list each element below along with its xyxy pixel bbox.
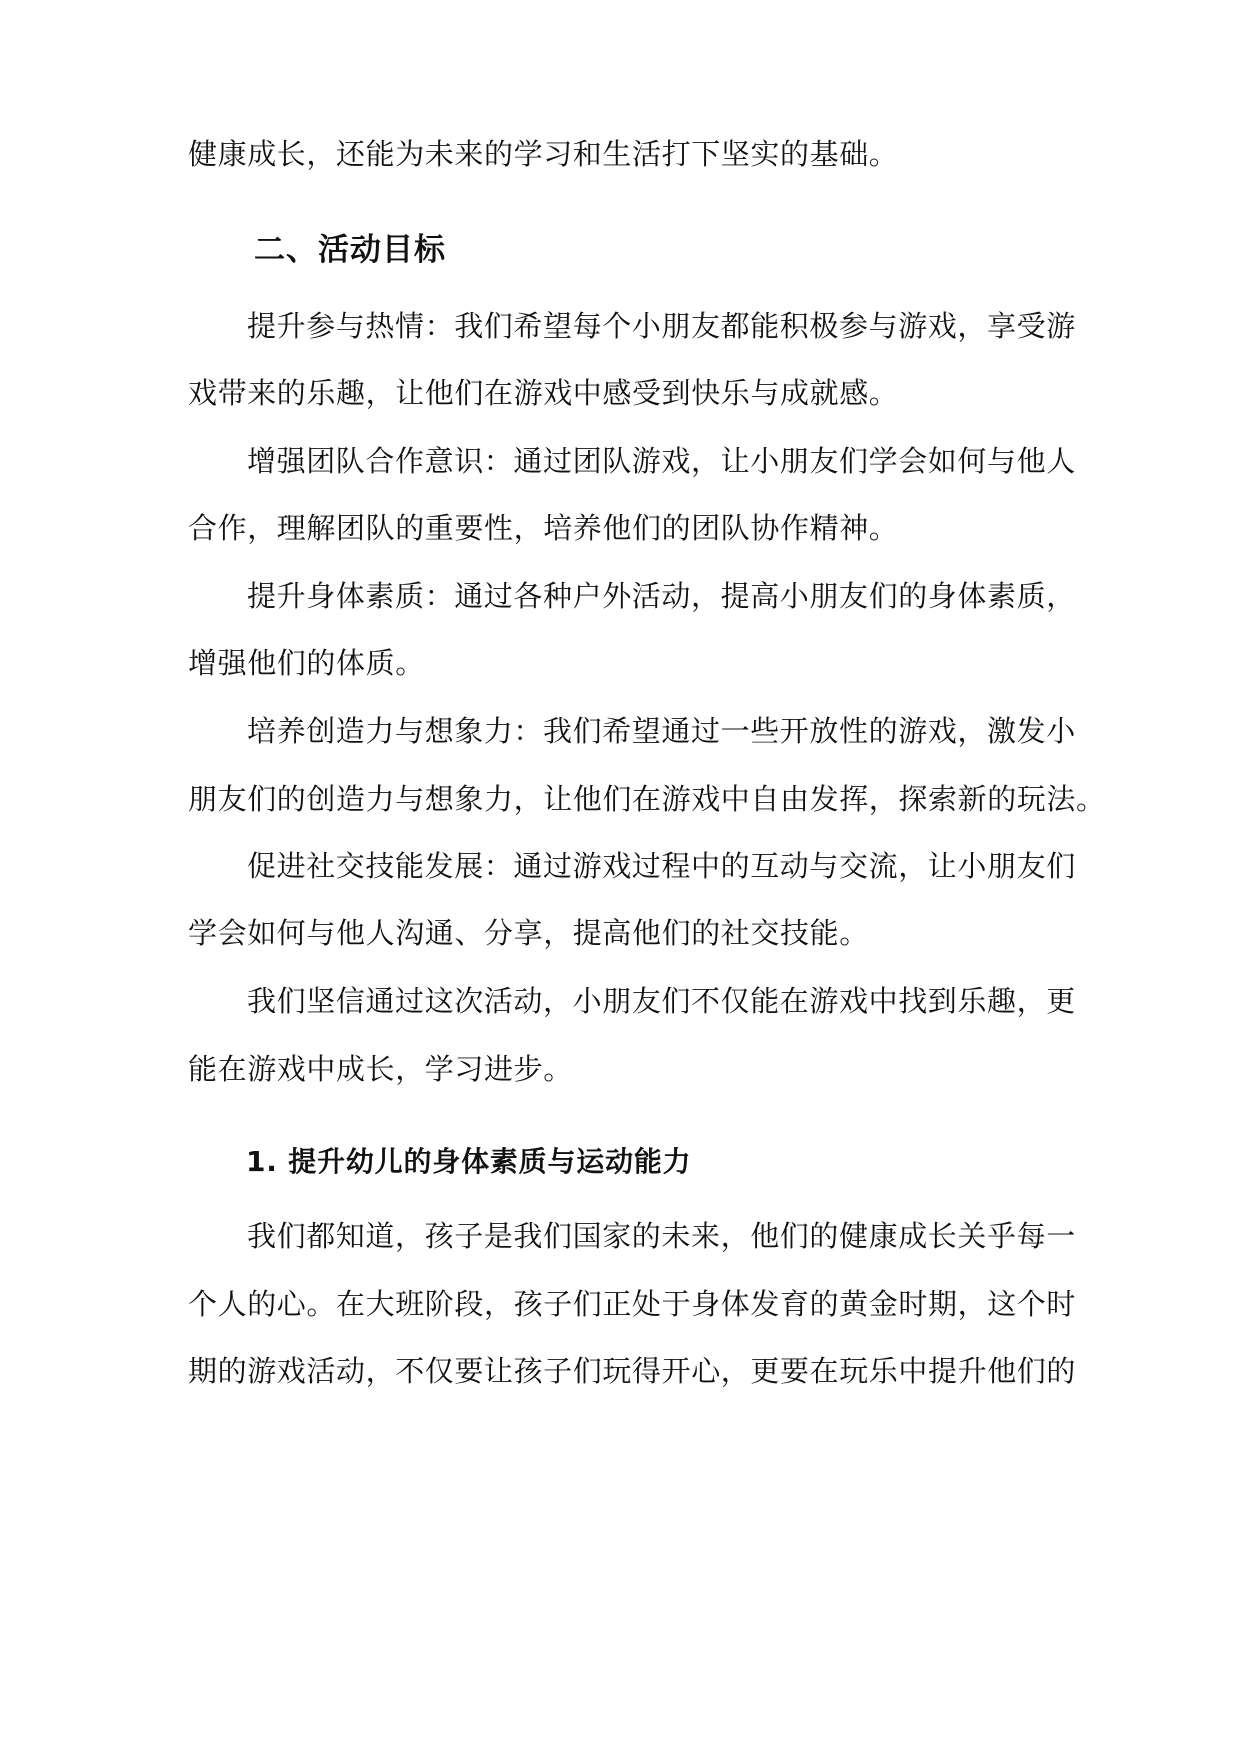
paragraph-line: 促进社交技能发展：通过游戏过程中的互动与交流，让小朋友们 [247,849,1076,883]
paragraph-line: 朋友们的创造力与想象力，让他们在游戏中自由发挥，探索新的玩法。 [188,782,1106,816]
paragraph-line: 提升身体素质：通过各种户外活动，提高小朋友们的身体素质， [247,579,1076,613]
paragraph-line: 提升参与热情：我们希望每个小朋友都能积极参与游戏，享受游 [247,309,1076,343]
paragraph-line: 期的游戏活动，不仅要让孩子们玩得开心，更要在玩乐中提升他们的 [188,1354,1077,1388]
paragraph-line: 培养创造力与想象力：我们希望通过一些开放性的游戏，激发小 [247,714,1076,748]
paragraph-line: 戏带来的乐趣，让他们在游戏中感受到快乐与成就感。 [188,376,899,410]
paragraph-line: 我们坚信通过这次活动，小朋友们不仅能在游戏中找到乐趣，更 [247,984,1076,1018]
section-heading: 二、活动目标 [254,232,446,268]
paragraph-line: 能在游戏中成长，学习进步。 [188,1052,573,1086]
continuation-line: 健康成长，还能为未来的学习和生活打下坚实的基础。 [188,137,899,171]
paragraph-line: 个人的心。在大班阶段，孩子们正处于身体发育的黄金时期，这个时 [188,1287,1077,1321]
subsection-heading: 1. 提升幼儿的身体素质与运动能力 [246,1145,692,1178]
paragraph-line: 学会如何与他人沟通、分享，提高他们的社交技能。 [188,916,869,950]
paragraph-line: 我们都知道，孩子是我们国家的未来，他们的健康成长关乎每一 [247,1219,1076,1253]
paragraph-line: 合作，理解团队的重要性，培养他们的团队协作精神。 [188,511,899,545]
paragraph-line: 增强团队合作意识：通过团队游戏，让小朋友们学会如何与他人 [247,444,1076,478]
paragraph-line: 增强他们的体质。 [188,646,425,680]
